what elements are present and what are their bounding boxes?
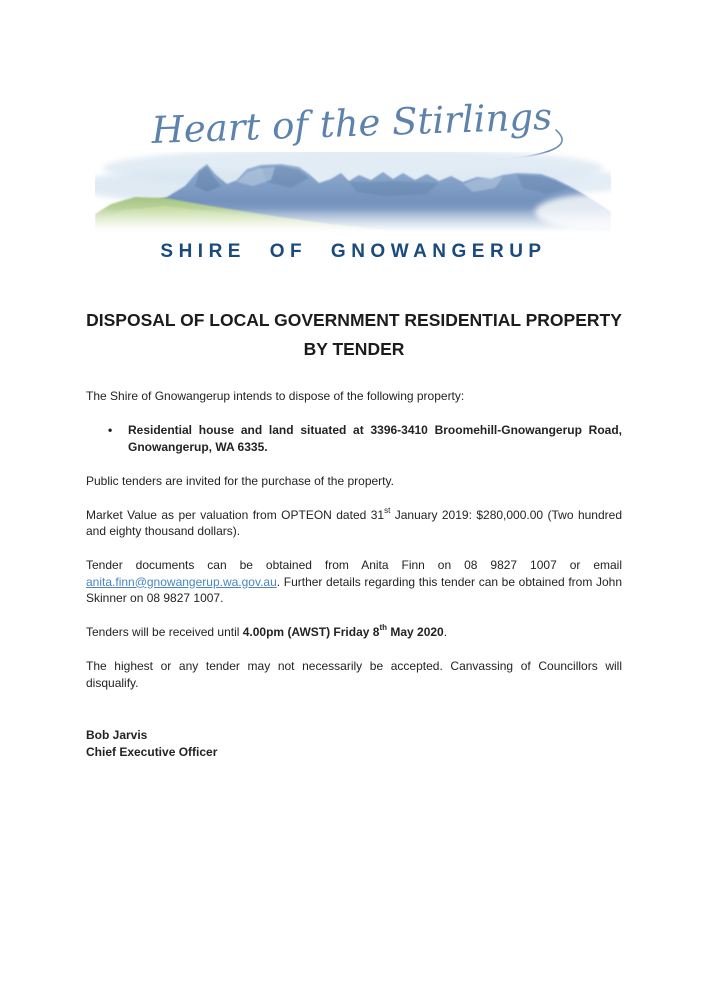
signatory-name: Bob Jarvis xyxy=(86,728,148,742)
stirling-range-illustration xyxy=(95,152,611,232)
shire-wordmark: SHIRE OF GNOWANGERUP xyxy=(160,241,547,262)
logo-script-text: Heart of the Stirlings xyxy=(150,95,553,152)
notice-body xyxy=(86,306,622,760)
deadline-period: . xyxy=(443,625,448,639)
market-value-text: January 2019: $280,000.00 (Two hundred and eighty thousand dollars). xyxy=(86,507,622,538)
market-value-paragraph xyxy=(86,507,622,540)
mist-fade xyxy=(95,208,611,232)
signatory-title: Chief Executive Officer xyxy=(86,744,218,759)
deadline-datetime: 4.00pm (AWST) Friday 8 xyxy=(242,625,380,639)
bullet-marker: • xyxy=(108,423,113,437)
deadline-datetime: May 2020 xyxy=(387,625,444,639)
notice-title-line2: BY TENDER xyxy=(303,339,405,359)
tender-documents-text: . Further details regarding this tender can be obtained from John Skinner on 08 9827 1007. xyxy=(86,574,622,605)
market-value-text: Market Value as per valuation from OPTEON dated 31 xyxy=(86,507,385,522)
deadline-text: Tenders will be received until xyxy=(86,625,243,639)
ordinal-superscript: st xyxy=(384,505,391,515)
tender-documents-text: Tender documents can be obtained from Anita Finn on 08 9827 1007 or email xyxy=(86,558,622,572)
deadline-paragraph xyxy=(86,624,622,641)
disclaimer-paragraph: The highest or any tender may not necessarily be accepted. Canvassing of Councillors will disqualify. xyxy=(86,659,622,690)
notice-title xyxy=(86,306,622,364)
notice-title-line1: DISPOSAL OF LOCAL GOVERNMENT RESIDENTIAL PROPERTY xyxy=(86,310,622,330)
signature-block xyxy=(86,727,622,760)
intro-paragraph: The Shire of Gnowangerup intends to dispose of the following property: xyxy=(86,389,465,403)
property-description: Residential house and land situated at 3396-3410 Broomehill-Gnowangerup Road, Gnowangerup, WA 6335. xyxy=(128,423,622,454)
public-tenders-paragraph: Public tenders are invited for the purchase of the property. xyxy=(86,473,394,488)
tender-documents-paragraph xyxy=(86,557,622,607)
ordinal-superscript: th xyxy=(379,623,388,632)
contact-email-link[interactable]: anita.finn@gnowangerup.wa.gov.au xyxy=(86,574,277,589)
property-bullet-item xyxy=(86,422,622,455)
